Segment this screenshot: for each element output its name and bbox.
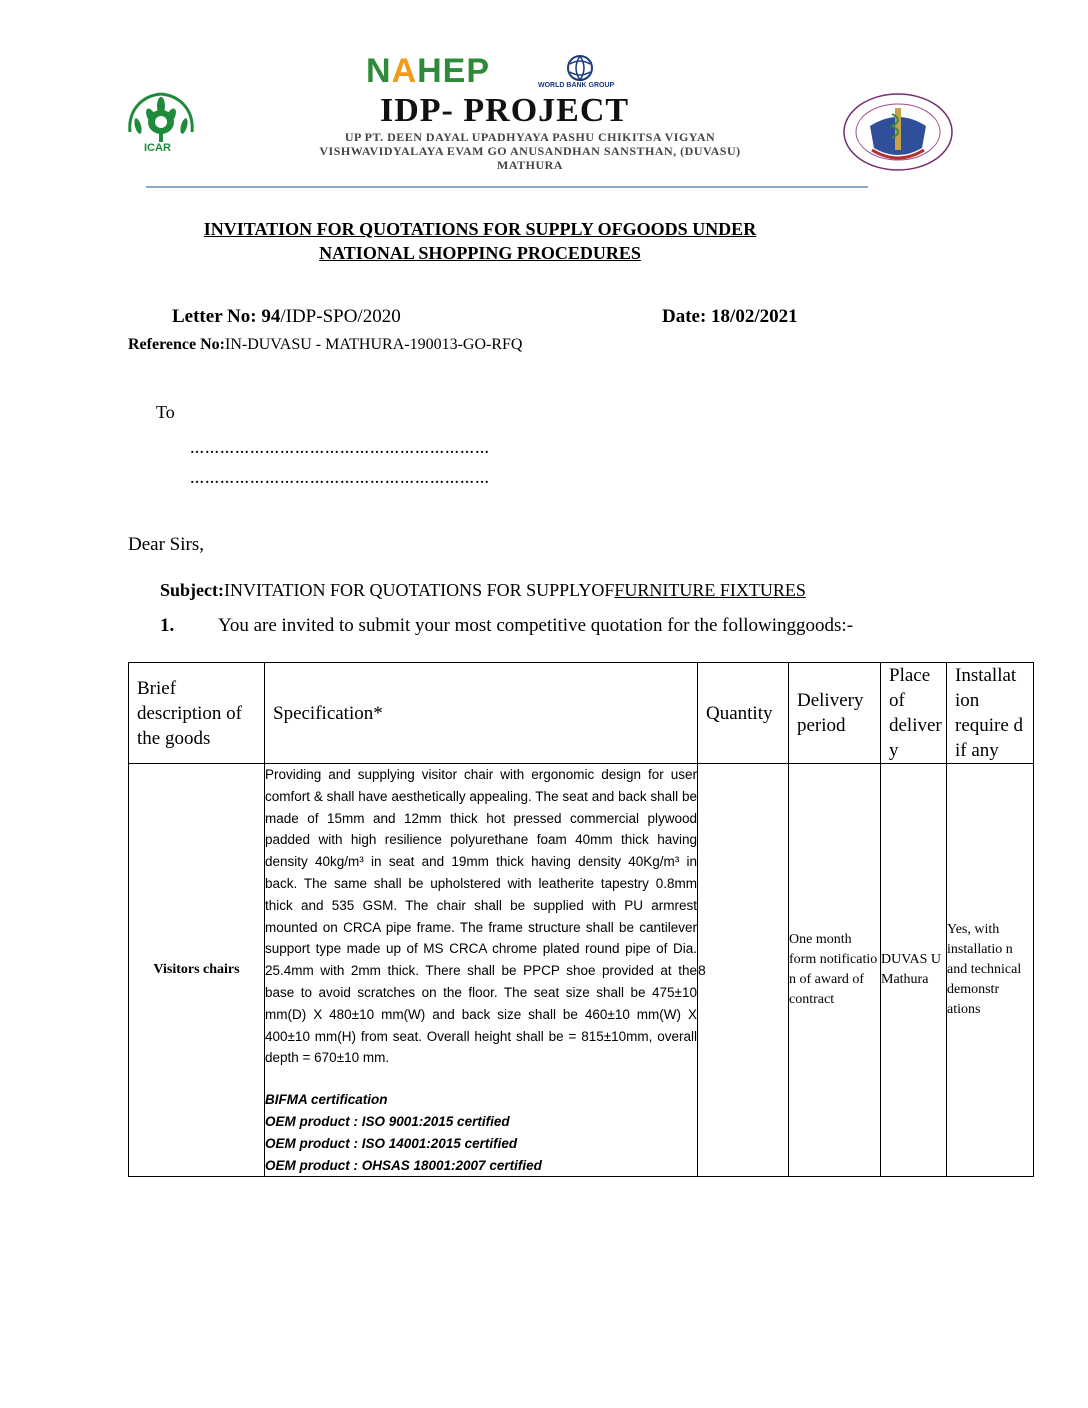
header-specification: Specification* [265,663,698,764]
cell-delivery: One month form notificatio n of award of contract [789,764,881,1177]
icar-logo [120,86,202,166]
header-place: Place of deliver y [881,663,947,764]
nahep-logo: NAHEP [366,52,491,90]
certification-item: OEM product : OHSAS 18001:2007 certified [265,1157,542,1173]
address-blank-line: …………………………………………………… [190,442,490,457]
header-delivery: Delivery period [789,663,881,764]
header-description: Brief description of the goods [129,663,265,764]
letter-value: /IDP-SPO/2020 [280,306,401,327]
salutation: Dear Sirs, [128,534,204,555]
cell-place: DUVAS U Mathura [881,764,947,1177]
title-line: INVITATION FOR QUOTATIONS FOR SUPPLY OFGOODS UNDER [203,219,757,239]
cell-installation: Yes, with installatio n and technical demonstr ations [947,764,1034,1177]
certification-item: OEM product : ISO 14001:2015 certified [265,1135,518,1151]
table-row [129,764,1034,1177]
header-quantity: Quantity [698,663,789,764]
title-line: NATIONAL SHOPPING PROCEDURES [319,243,641,263]
point-text: You are invited to submit your most competitive quotation for the followinggoods:- [218,615,854,636]
header-divider [146,186,868,188]
addressee-to: To [156,402,175,422]
certification-item: BIFMA certification [265,1092,388,1108]
reference-label: Reference No: [128,336,225,353]
university-line: VISHWAVIDYALAYA EVAM GO ANUSANDHAN SANSTHAN, (DUVASU) [319,144,741,158]
certification-item: OEM product : ISO 9001:2015 certified [265,1113,510,1129]
icar-logo-text: ICAR [144,142,171,154]
project-title: IDP- PROJECT [380,92,630,129]
header-installation: Installat ion require d if any [947,663,1034,764]
reference-value: IN-DUVASU - MATHURA-190013-GO-RFQ [224,336,523,353]
specification-text: Providing and supplying visitor chair with ergonomic design for user comfort & shall have aesthetically appealing. The seat and back shall be made of 15mm and 12mm thick hot pressed commercial plywood padded with high resilience polyurethane foam 40mm thick having density 40kg/m³ in seat and 19mm thick having density 40Kg/m³ in back. The same shall be upholstered with leatherite tapestry 0.8mm thick and 535 GSM. The chair shall be supplied with PU armrest mounted on CRCA pipe frame. The frame structure shall be cantilever support type made up of MS CRCA chrome plated round pipe of Dia. 25.4mm with 2mm thick. There shall be PPCP shoe provided at the base to avoid scratches on the floor. The seat size shall be 475±10 mm(D) X 480±10 mm(W) and back size shall be 460±10 mm(W) X 400±10 mm(H) from seat. Overall height shall be = 815±10mm, overall depth = 670±10 mm. [265,767,697,1066]
point-number: 1. [160,615,175,636]
reference-number [128,336,522,354]
table-header-row [129,663,1034,764]
address-blank-line: …………………………………………………… [190,472,490,487]
university-name [230,130,830,172]
cell-specification [265,764,698,1177]
cell-quantity: 8 [698,764,789,1177]
cell-description: Visitors chairs [129,764,265,1177]
subject-text: INVITATION FOR QUOTATIONS FOR SUPPLYOF [224,580,615,600]
world-bank-logo [538,54,618,94]
duvasu-seal-logo [842,92,954,172]
world-bank-text: WORLD BANK GROUP [538,82,615,89]
document-title [140,217,820,265]
goods-table [128,662,1034,1177]
letter-date: Date: 18/02/2021 [662,306,798,327]
university-line: MATHURA [497,158,563,172]
subject-line [160,580,806,601]
letter-number [172,306,401,328]
university-line: UP PT. DEEN DAYAL UPADHYAYA PASHU CHIKITSA VIGYAN [344,130,716,144]
letter-label: Letter No: 94 [172,306,281,327]
subject-underlined: FURNITURE FIXTURES [614,580,806,600]
subject-label: Subject: [160,580,224,600]
point-one [160,615,853,637]
